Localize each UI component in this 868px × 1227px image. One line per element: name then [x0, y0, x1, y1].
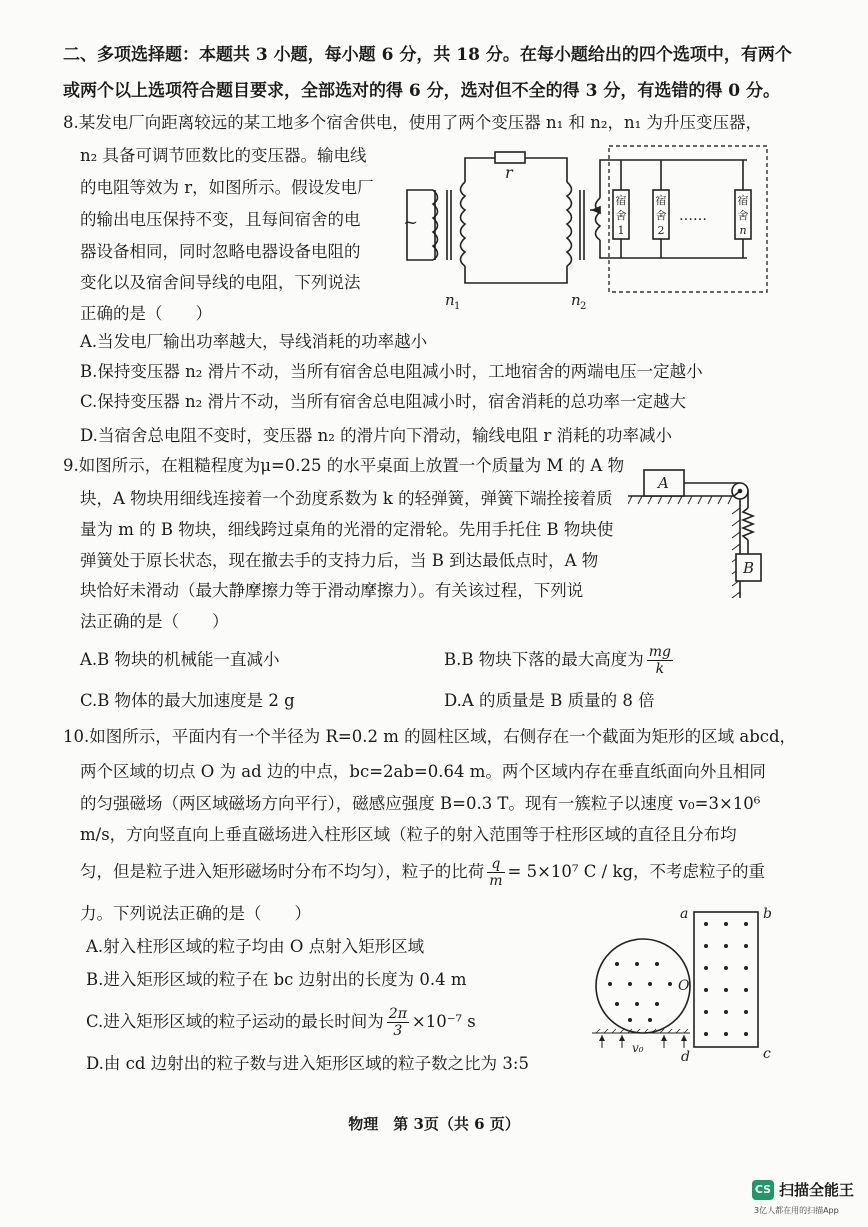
- q10-option-c-pre: C.进入矩形区域的粒子运动的最长时间为: [86, 1012, 384, 1031]
- q8-stem-line2: n₂ 具备可调节匝数比的变压器。输电线: [80, 146, 367, 165]
- section-title-line1: 二、多项选择题：本题共 3 小题，每小题 6 分，共 18 分。在每小题给出的四个选项中，有两个: [63, 45, 792, 65]
- scanner-tagline: 3亿人都在用的扫描App: [754, 1206, 839, 1215]
- tangent-point-o-label: O: [678, 978, 690, 994]
- q10-option-c-fraction: [387, 1006, 409, 1039]
- dorm-ellipsis: ……: [679, 208, 707, 224]
- q10-stem-line6: 力。下列说法正确的是（ ）: [80, 904, 311, 923]
- transformer-n1-sub: 1: [454, 301, 461, 312]
- q10-c-frac-num: 2π: [388, 1006, 407, 1022]
- q10-stem-line3: 的匀强磁场（两区域磁场方向平行），磁感应强度 B=0.3 T。现有一簇粒子以速度 v₀=3×10⁶: [80, 794, 761, 813]
- ac-source-symbol: ~: [403, 212, 419, 233]
- q10-line5-post: = 5×10⁷ C / kg，不考虑粒子的重: [507, 862, 766, 881]
- q8-circuit-figure: [395, 140, 775, 315]
- block-a-label: A: [658, 474, 669, 492]
- q9-stem-line2: 块，A 物块用细线连接着一个劲度系数为 k 的轻弹簧，弹簧下端拴接着质: [80, 489, 613, 508]
- q10-option-c-post: ×10⁻⁷ s: [411, 1012, 476, 1031]
- q10-charge-ratio-fraction: [487, 856, 504, 889]
- transformer-n2-sub: 2: [580, 301, 587, 312]
- q9-frac-num: mg: [648, 644, 671, 660]
- q9-stem-line3: 量为 m 的 B 物块，细线跨过桌角的光滑的定滑轮。先用手托住 B 物块使: [80, 520, 614, 539]
- q10-magnetic-field-figure: [592, 902, 782, 1062]
- q9-stem-line4: 弹簧处于原长状态，现在撤去手的支持力后，当 B 到达最低点时，A 物: [80, 551, 599, 570]
- dormn-label-2: 舍: [737, 209, 749, 222]
- q8-option-d: D.当宿舍总电阻不变时，变压器 n₂ 的滑片向下滑动，输线电阻 r 消耗的功率减小: [80, 426, 672, 445]
- q8-stem-line3: 的电阻等效为 r，如图所示。假设发电厂: [80, 178, 374, 197]
- q9-stem-line6: 法正确的是（ ）: [80, 612, 229, 631]
- q8-stem-line7: 正确的是（ ）: [80, 304, 212, 323]
- dorm1-label-3: 1: [617, 224, 625, 237]
- section-title-line2: 或两个以上选项符合题目要求，全部选对的得 6 分，选对但不全的得 3 分，有选错的得 0 分。: [63, 81, 780, 101]
- q10-frac-num: q: [487, 856, 504, 873]
- block-b-label: B: [743, 559, 755, 577]
- corner-a-label: a: [680, 906, 689, 922]
- dorm1-label-1: 宿: [615, 194, 627, 207]
- q10-option-b: B.进入矩形区域的粒子在 bc 边射出的长度为 0.4 m: [86, 970, 467, 989]
- q8-option-b: B.保持变压器 n₂ 滑片不动，当所有宿舍总电阻减小时，工地宿舍的两端电压一定越小: [80, 362, 703, 381]
- q8-option-a: A.当发电厂输出功率越大，导线消耗的功率越小: [80, 332, 428, 351]
- camscanner-logo-icon: CS: [752, 1180, 774, 1200]
- q10-stem-line4: m/s，方向竖直向上垂直磁场进入柱形区域（粒子的射入范围等于柱形区域的直径且分布均: [80, 825, 737, 844]
- q10-option-d: D.由 cd 边射出的粒子数与进入矩形区域的粒子数之比为 3:5: [86, 1054, 529, 1073]
- q8-stem-line4: 的输出电压保持不变，且每间宿舍的电: [80, 210, 361, 229]
- q8-stem-line5: 器设备相同，同时忽略电器设备电阻的: [80, 242, 361, 261]
- q9-option-b: [444, 643, 676, 677]
- q9-option-d: D.A 的质量是 B 质量的 8 倍: [444, 691, 655, 710]
- q9-option-a: A.B 物块的机械能一直减小: [80, 650, 280, 669]
- q10-stem-line1: 10.如图所示，平面内有一个半径为 R=0.2 m 的圆柱区域，右侧存在一个截面为矩形的区域 abcd，: [63, 727, 797, 746]
- q9-option-b-fraction: [647, 644, 673, 677]
- q8-stem-line1: 8.某发电厂向距离较远的某工地多个宿舍供电，使用了两个变压器 n₁ 和 n₂，n₁ 为升压变压器，: [63, 113, 762, 132]
- q9-stem-line1: 9.如图所示，在粗糙程度为μ=0.25 的水平桌面上放置一个质量为 M 的 A 物: [63, 456, 625, 475]
- transformer-n1-label: n: [445, 291, 455, 309]
- dorm2-label-2: 舍: [655, 209, 667, 222]
- scanner-watermark: [752, 1178, 862, 1222]
- scanner-app-name: 扫描全能王: [779, 1181, 855, 1199]
- q10-c-frac-den: 3: [393, 1023, 403, 1039]
- q9-option-c: C.B 物体的最大加速度是 2 g: [80, 691, 295, 710]
- q8-stem-line6: 变化以及宿舍间导线的电阻，下列说法: [80, 273, 361, 292]
- q10-frac-den: m: [489, 873, 503, 889]
- corner-c-label: c: [763, 1046, 771, 1062]
- dorm1-label-2: 舍: [615, 209, 627, 222]
- q10-line5-pre: 匀，但是粒子进入矩形磁场时分布不均匀），粒子的比荷: [80, 862, 485, 881]
- dorm2-label-1: 宿: [655, 194, 667, 207]
- q9-stem-line5: 块恰好未滑动（最大静摩擦力等于滑动摩擦力）。有关该过程，下列说: [80, 581, 584, 600]
- q10-option-a: A.射入柱形区域的粒子均由 O 点射入矩形区域: [86, 937, 425, 956]
- q9-option-b-text: B.B 物块下落的最大高度为: [444, 650, 644, 669]
- corner-b-label: b: [763, 906, 772, 922]
- dormn-label-3: n: [739, 224, 747, 237]
- q10-stem-line2: 两个区域的切点 O 为 ad 边的中点，bc=2ab=0.64 m。两个区域内存在垂直纸面向外且相同: [80, 762, 766, 781]
- q9-frac-den: k: [655, 661, 665, 677]
- corner-d-label: d: [681, 1049, 690, 1062]
- q9-pulley-figure: [628, 458, 778, 598]
- q8-option-c: C.保持变压器 n₂ 滑片不动，当所有宿舍总电阻减小时，宿舍消耗的总功率一定越大: [80, 392, 687, 411]
- page-footer: 物理 第 3页（共 6 页）: [348, 1115, 520, 1133]
- resistor-r-label: r: [505, 163, 513, 182]
- q10-option-c: [86, 1002, 476, 1042]
- transformer-n2-label: n: [571, 291, 581, 309]
- dorm2-label-3: 2: [657, 224, 665, 237]
- dormn-label-1: 宿: [737, 194, 749, 207]
- q10-stem-line5: [80, 852, 765, 892]
- velocity-v0-label: v₀: [632, 1041, 644, 1055]
